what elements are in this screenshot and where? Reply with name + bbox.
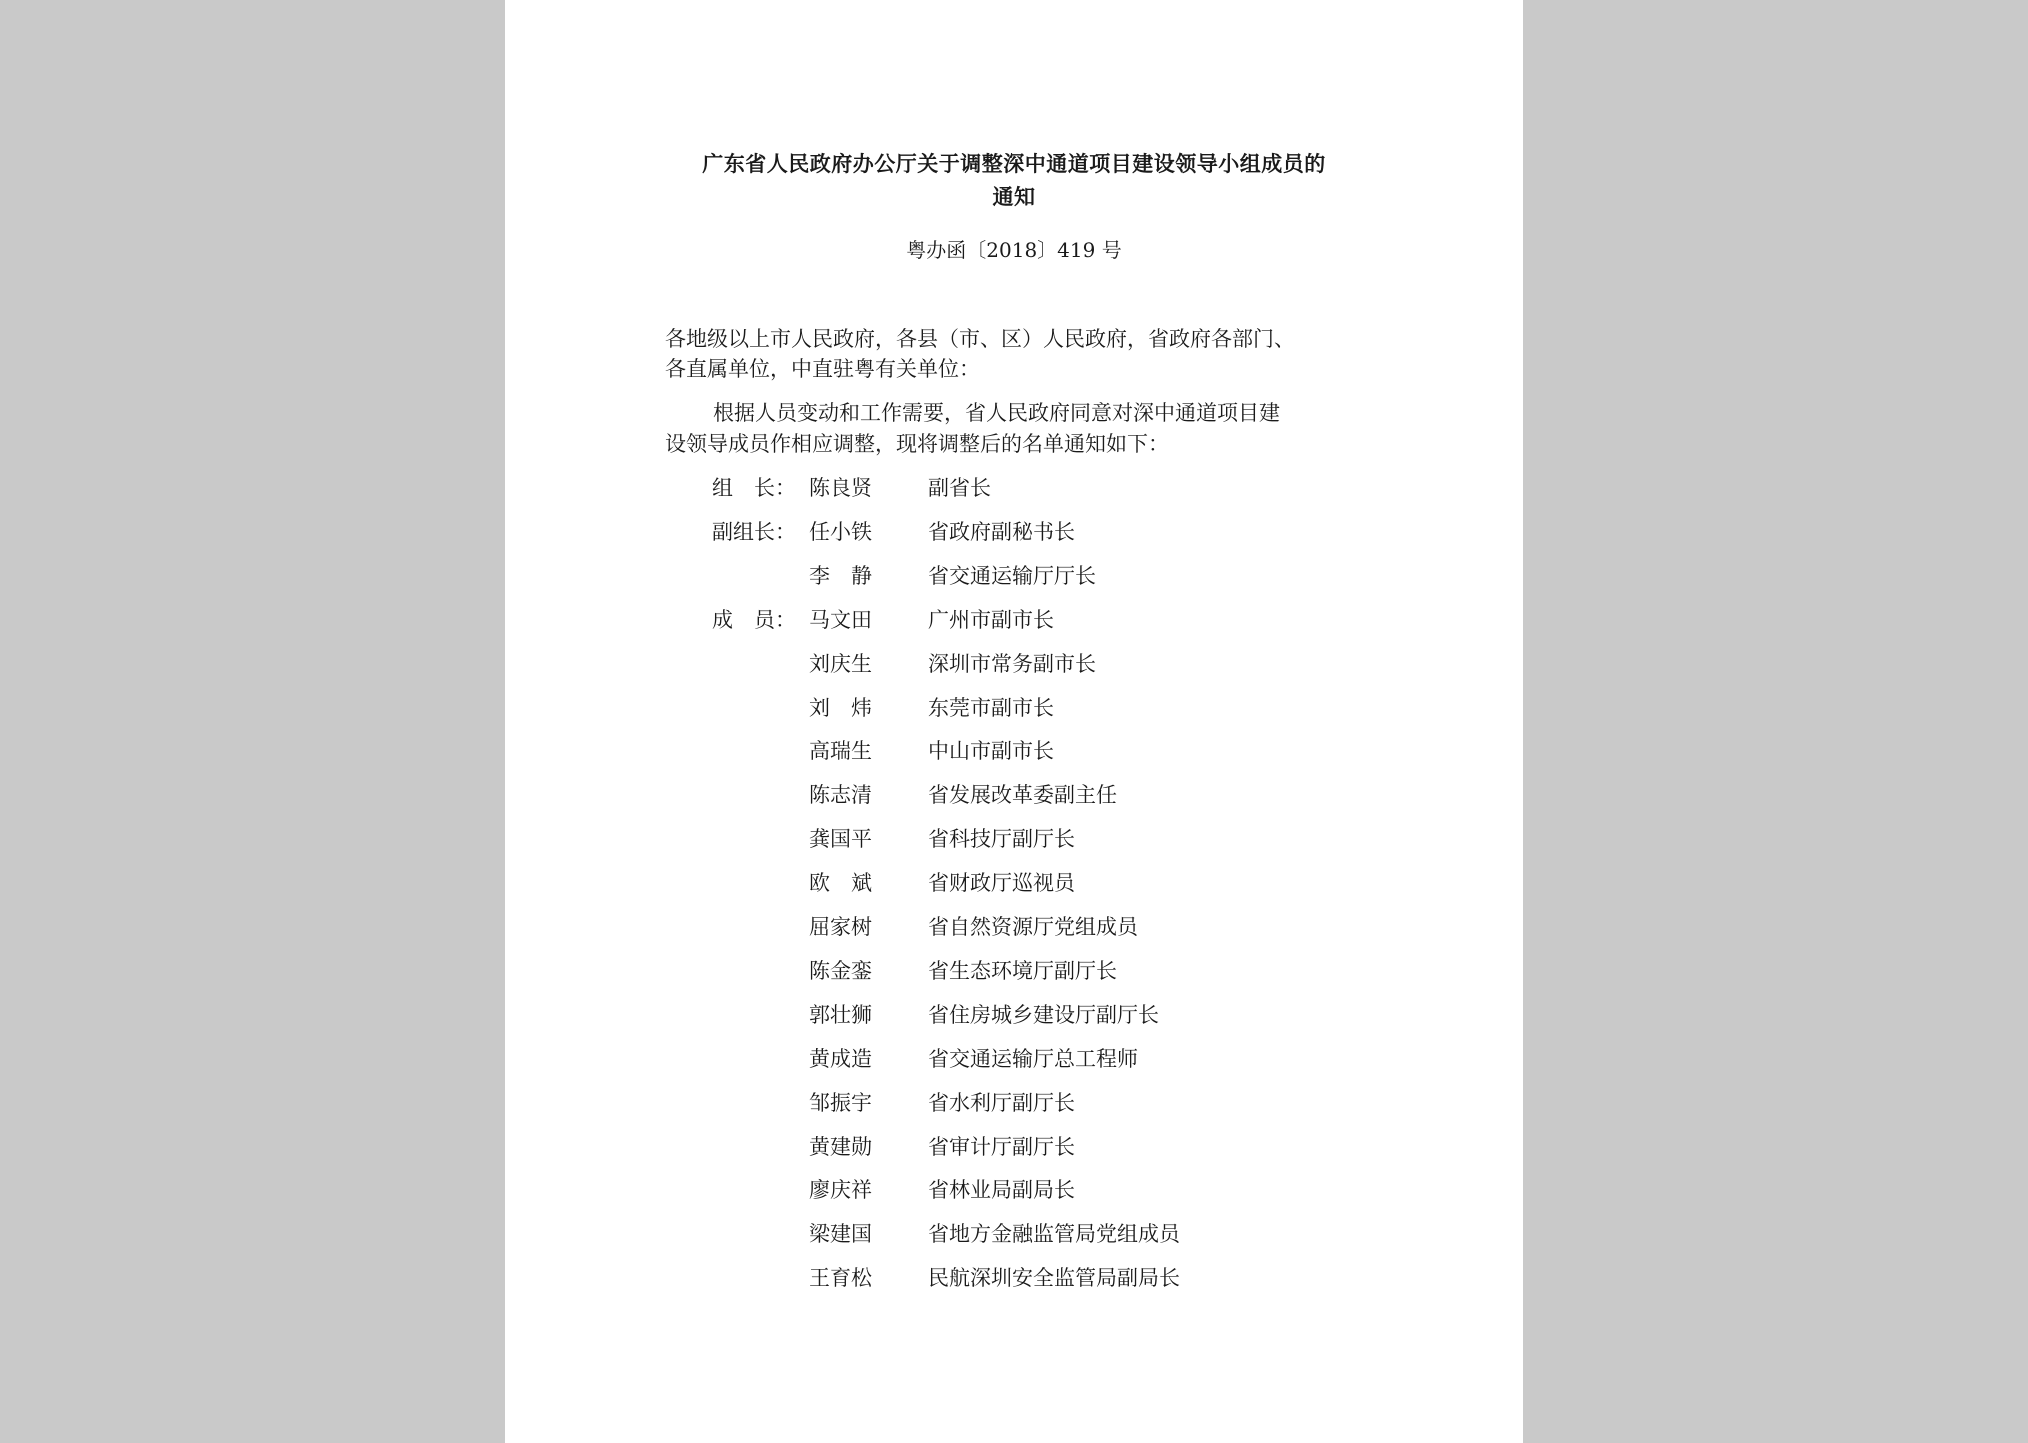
roster-row [505,956,1523,986]
roster-row [505,780,1523,810]
roster-role: 成 员： [712,607,796,632]
roster-row [505,473,1523,503]
document-number: 粤办函〔2018〕419 号 [906,238,1122,262]
roster-name: 陈良贤 [809,476,872,500]
roster-position: 民航深圳安全监管局副局长 [928,1266,1180,1291]
roster-row [505,561,1523,591]
roster-name: 黄成造 [809,1046,872,1071]
roster-row [505,824,1523,854]
roster-position: 省林业局副局长 [928,1178,1075,1203]
roster-row [505,1263,1523,1293]
roster-position: 东莞市副市长 [928,695,1054,720]
roster-position: 省生态环境厅副厅长 [928,958,1117,983]
roster-row [505,1088,1523,1118]
roster-position: 广州市副市长 [928,607,1054,632]
roster-name: 梁建国 [809,1222,872,1247]
roster-name: 郭壮狮 [809,1002,872,1027]
roster-position: 省水利厅副厅长 [928,1090,1075,1115]
roster-name: 欧 斌 [809,871,872,896]
roster-row [505,1044,1523,1074]
document-title-line-1: 广东省人民政府办公厅关于调整深中通道项目建设领导小组成员的 [702,152,1326,176]
roster-row [505,1000,1523,1030]
roster-name: 任小铁 [809,519,872,544]
roster-row [505,912,1523,942]
document-page [505,0,1523,1443]
roster-name: 黄建勋 [809,1134,872,1159]
roster-name: 高瑞生 [809,739,872,764]
roster-row [505,736,1523,766]
roster-name: 刘 炜 [809,695,872,720]
roster-position: 省交通运输厅厅长 [928,563,1096,588]
roster-name: 屈家树 [809,915,872,939]
roster-name: 刘庆生 [809,651,872,676]
roster-name: 李 静 [809,563,872,588]
roster-row [505,517,1523,547]
roster-name: 邹振宇 [809,1090,872,1115]
roster-name: 廖庆祥 [809,1178,872,1203]
roster-position: 省地方金融监管局党组成员 [928,1222,1180,1247]
roster-position: 副省长 [928,476,991,500]
roster-role: 副组长： [712,519,796,544]
body-line-2: 设领导成员作相应调整，现将调整后的名单通知如下： [665,432,1169,456]
roster-position: 省财政厅巡视员 [928,871,1075,896]
roster-row [505,868,1523,898]
roster-position: 省交通运输厅总工程师 [928,1046,1138,1071]
roster-position: 省自然资源厅党组成员 [928,915,1138,939]
roster-row [505,1219,1523,1249]
roster-position: 省审计厅副厅长 [928,1134,1075,1159]
roster-name: 龚国平 [809,827,872,852]
roster-role: 组 长： [712,476,796,500]
roster-name: 陈金銮 [809,958,872,983]
roster-row [505,1175,1523,1205]
addressee-line-1: 各地级以上市人民政府，各县（市、区）人民政府，省政府各部门、 [665,327,1295,351]
roster-name: 马文田 [809,607,872,632]
roster-position: 深圳市常务副市长 [928,651,1096,676]
roster-name: 王育松 [809,1266,872,1291]
roster-row [505,1132,1523,1162]
roster-position: 中山市副市长 [928,739,1054,764]
roster-position: 省政府副秘书长 [928,519,1075,544]
document-title-line-2: 通知 [992,185,1036,209]
roster-name: 陈志清 [809,783,872,808]
roster-row [505,693,1523,723]
roster-row [505,649,1523,679]
body-line-1: 根据人员变动和工作需要，省人民政府同意对深中通道项目建 [713,401,1280,425]
roster-position: 省发展改革委副主任 [928,783,1117,808]
roster-row [505,605,1523,635]
roster-position: 省住房城乡建设厅副厅长 [928,1002,1159,1027]
addressee-line-2: 各直属单位，中直驻粤有关单位： [665,357,980,381]
roster-position: 省科技厅副厅长 [928,827,1075,852]
